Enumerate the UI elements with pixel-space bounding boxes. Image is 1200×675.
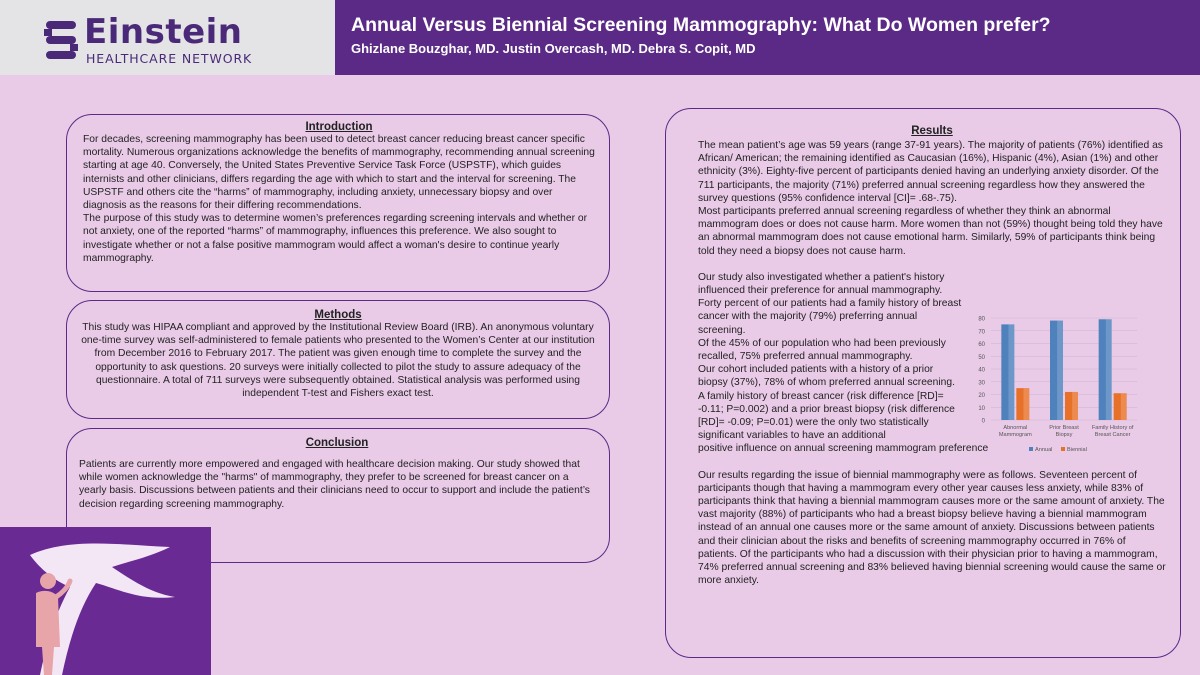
bar-highlight <box>1106 319 1112 420</box>
results-paragraph-5: Our cohort included patients with a history of a prior biopsy (37%), 78% of whom preferred annual screening. <box>698 364 955 389</box>
introduction-heading: Introduction <box>305 121 373 133</box>
introduction-panel <box>66 114 610 292</box>
y-tick-label: 20 <box>978 393 985 399</box>
bar-highlight <box>1008 324 1014 420</box>
introduction-paragraph-1: For decades, screening mammography has been used to detect breast cancer reducing breast cancer specific mortality. Numerous organizations acknowledge the benefits of mammography, recommending annual screening starting at age 40. Conversely, the United States Preventive Service Task Force (USPSTF), which guides internists and other clinicians, differs regarding the age with which to start and the interval for screening. The USPSTF and others cite the “harms” of mammography, including anxiety, unnecessary biopsy and over diagnosis as the reasons for their differing recommendations. <box>83 134 595 212</box>
bar-highlight <box>1072 392 1078 420</box>
legend-label: Annual <box>1035 447 1053 453</box>
introduction-paragraph-2: The purpose of this study was to determine women’s preferences regarding screening intervals and whether or not anxiety, one of the reported “harms” of mammography, influences this preference. We also sought to investigate whether or not a false positive mammogram would affect a woman's desire to continue yearly mammography. <box>83 213 588 264</box>
results-paragraph-1: The mean patient’s age was 59 years (range 37-91 years). The majority of patients (76%) identified as African/ American; the remaining identified as Caucasian (16%), Hispanic (4%), Asian (1%) and other ethnicity (3%). Eighty-five percent of participants denied having an underlying anxiety disorder. Of the 711 participants, the majority (71%) preferred annual screening regardless how they answered the survey questions (95% confidence interval [CI]= .68-.75). <box>698 140 1163 204</box>
poster-title: Annual Versus Biennial Screening Mammography: What Do Women prefer? <box>351 14 1051 36</box>
title-banner <box>335 0 1200 75</box>
x-tick-label: Prior Breast <box>1049 425 1079 431</box>
conclusion-text: Patients are currently more empowered and engaged with healthcare decision making. Our study showed that while women acknowledge the "harms" of mammography, they prefer to be screened for breast cancer on a yearly basis. Discussions between patients and their clinicians need to occur to support and include the patient’s decision regarding screening mammography. <box>79 459 590 510</box>
y-tick-label: 80 <box>978 316 985 323</box>
y-tick-label: 70 <box>978 329 985 336</box>
legend-swatch <box>1061 447 1065 451</box>
illustration-panel <box>0 527 211 675</box>
y-tick-label: 30 <box>978 380 985 387</box>
y-tick-label: 60 <box>978 342 985 348</box>
x-tick-label: Biopsy <box>1055 432 1073 438</box>
poster-authors: Ghizlane Bouzghar, MD. Justin Overcash, MD. Debra S. Copit, MD <box>351 41 756 56</box>
results-paragraph-2: Most participants preferred annual screening regardless of whether they think an abnormal mammogram does or does not cause harm. More women than not (59%) thought being told they have an abnormal mammogram does not cause emotional harm. Similarly, 59% of participants think being told they need a biopsy does not cause harm. <box>698 206 1163 257</box>
results-paragraph-6b: positive influence on annual screening mammogram preference <box>698 443 989 455</box>
einstein-logo-icon <box>44 20 78 60</box>
spacer <box>698 258 1166 271</box>
x-tick-label: Abnormal <box>1003 425 1028 431</box>
x-tick-label: Mammogram <box>998 432 1032 438</box>
results-paragraph-6: A family history of breast cancer (risk difference [RD]= -0.11; P=0.002) and a prior breast biopsy (risk difference [RD]= -0.09; P=0.01) were the only two statistically significant variables to have an additional <box>698 390 955 442</box>
legend-label: Biennial <box>1067 447 1087 453</box>
bar-highlight <box>1023 388 1029 420</box>
methods-heading: Methods <box>314 309 362 321</box>
bar-highlight <box>1057 321 1063 420</box>
preference-bar-chart <box>965 308 1145 458</box>
y-tick-label: 40 <box>978 367 985 374</box>
methods-text: This study was HIPAA compliant and approved by the Institutional Review Board (IRB). An anonymous voluntary one-time survey was self-administered to female patients who presented to the Women’s Center at our institution from December 2016 to February 2017. The patient was given enough time to complete the survey and the opportunity to ask questions. 20 surveys were initially collected to pilot the study to assure adequacy of the questionnaire. A total of 711 surveys were subsequently obtained. Statistical analysis was performed using independent T-test and Fishers exact test. <box>81 322 595 400</box>
logo-area <box>0 0 335 75</box>
woman-silhouette-illustration <box>0 527 211 675</box>
results-paragraph-7: Our results regarding the issue of biennial mammography were as follows. Seventeen percent of participants though that having a mammogram every other year causes less anxiety, while 83% of participants think that having a biennial mammogram causes more or the same amount of anxiety. The vast majority (88%) of participants who had a breast biopsy believe having a biennial mammogram instead of an annual one causes more or the same amount of anxiety. Discussions between patients and their clinician about the risks and benefits of screening mammography occurred in 76% of patients. Of the participants who had a discussion with their physician prior to having a mammogram, 74% preferred annual screening and 83% believed having biennial screening would cause the same or more anxiety. <box>698 469 1166 587</box>
methods-panel <box>66 300 610 419</box>
x-tick-label: Family History of <box>1091 425 1134 431</box>
logo-subtitle: HEALTHCARE NETWORK <box>86 51 253 66</box>
bar-highlight <box>1121 393 1127 420</box>
results-paragraph-3: Our study also investigated whether a patient's history influenced their preference for annual mammography. Forty percent of our patients had a family history of breast cancer with the majority (79%) preferring annual screening. <box>698 271 962 336</box>
results-heading: Results <box>911 125 953 137</box>
logo-name: Einstein <box>84 12 243 52</box>
legend-swatch <box>1029 447 1033 451</box>
y-tick-label: 0 <box>981 418 985 425</box>
y-tick-label: 50 <box>978 354 985 361</box>
results-paragraph-4: Of the 45% of our population who had been previously recalled, 75% preferred annual mammography. <box>698 337 946 363</box>
x-tick-label: Breast Cancer <box>1094 432 1131 438</box>
conclusion-heading: Conclusion <box>305 437 369 449</box>
y-tick-label: 10 <box>978 405 985 412</box>
